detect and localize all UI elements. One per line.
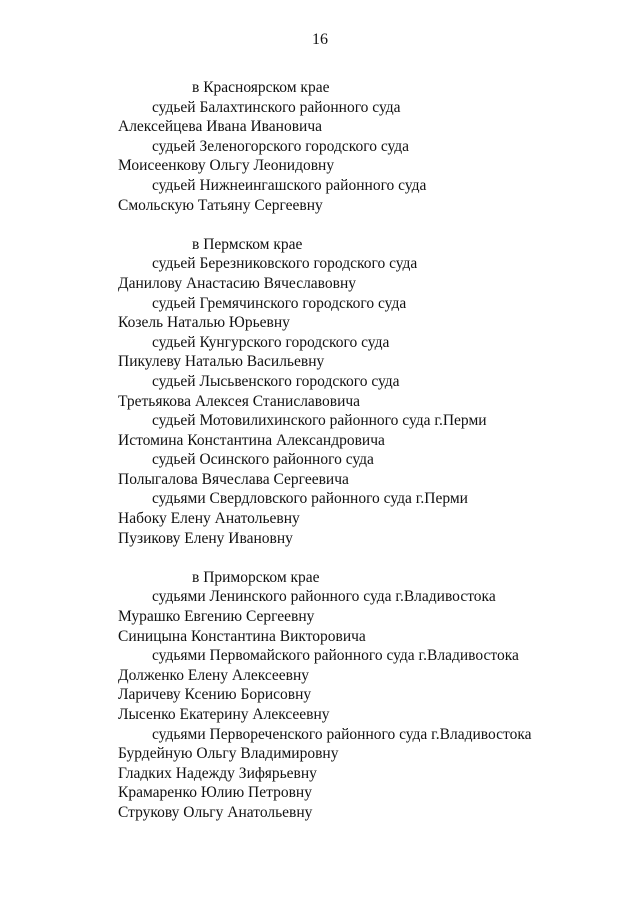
region-section [0, 568, 640, 823]
section-spacer [0, 215, 640, 235]
judge-name: Алексейцева Ивана Ивановича [118, 118, 322, 136]
court-line: судьей Осинского районного суда [152, 451, 374, 469]
court-line: судьями Первомайского районного суда г.Владивостока [152, 647, 519, 665]
judge-name: Лысенко Екатерину Алексеевну [118, 706, 330, 723]
region-heading: в Приморском крае [192, 568, 320, 586]
judge-name: Пузикову Елену Ивановну [118, 529, 293, 547]
judge-name: Ларичеву Ксению Борисовну [118, 686, 312, 704]
region-section [0, 78, 640, 215]
judge-name: Смольскую Татьяну Сергеевну [118, 196, 323, 214]
judge-name: Истомина Константина Александровича [118, 431, 385, 449]
judge-name: Моисеенкову Ольгу Леонидовну [118, 157, 335, 175]
judge-name: Мурашко Евгению Сергеевну [118, 608, 315, 626]
judge-name: Набоку Елену Анатольевну [118, 510, 300, 528]
judge-name: Струкову Ольгу Анатольевну [118, 803, 313, 821]
court-line: судьями Ленинского районного суда г.Владивостока [152, 588, 496, 606]
court-line: судьей Гремячинского городского суда [152, 294, 407, 312]
judge-name: Данилову Анастасию Вячеславовну [118, 274, 357, 292]
appointment-list [0, 78, 640, 823]
region-heading: в Пермском крае [192, 235, 303, 253]
court-line: судьей Кунгурского городского суда [152, 333, 390, 351]
court-line: судьями Свердловского районного суда г.Перми [152, 490, 468, 508]
court-line: судьей Мотовилихинского районного суда г.Перми [152, 412, 487, 430]
region-heading: в Красноярском крае [192, 79, 330, 96]
court-line: судьей Нижнеингашского районного суда [152, 176, 427, 194]
judge-name: Синицына Константина Викторовича [118, 627, 366, 645]
judge-name: Пикулеву Наталью Васильевну [118, 353, 325, 371]
judge-name: Бурдейную Ольгу Владимировну [118, 745, 339, 763]
judge-name: Козель Наталью Юрьевну [118, 314, 290, 332]
judge-name: Крамаренко Юлию Петровну [118, 784, 312, 802]
court-line: судьей Балахтинского районного суда [152, 98, 401, 116]
judge-name: Полыгалова Вячеслава Сергеевича [118, 470, 349, 488]
judge-name: Долженко Елену Алексеевну [118, 666, 310, 684]
judge-name: Гладких Надежду Зифярьевну [118, 764, 317, 782]
court-line: судьей Березниковского городского суда [152, 255, 418, 273]
court-line: судьями Первореченского районного суда г.Владивостока [152, 725, 532, 743]
court-line: судьей Зеленогорского городского суда [152, 137, 410, 155]
page-number: 16 [312, 31, 328, 48]
region-section [0, 235, 640, 549]
section-spacer [0, 548, 640, 568]
court-line: судьей Лысьвенского городского суда [152, 372, 400, 390]
judge-name: Третьякова Алексея Станиславовича [118, 392, 361, 410]
